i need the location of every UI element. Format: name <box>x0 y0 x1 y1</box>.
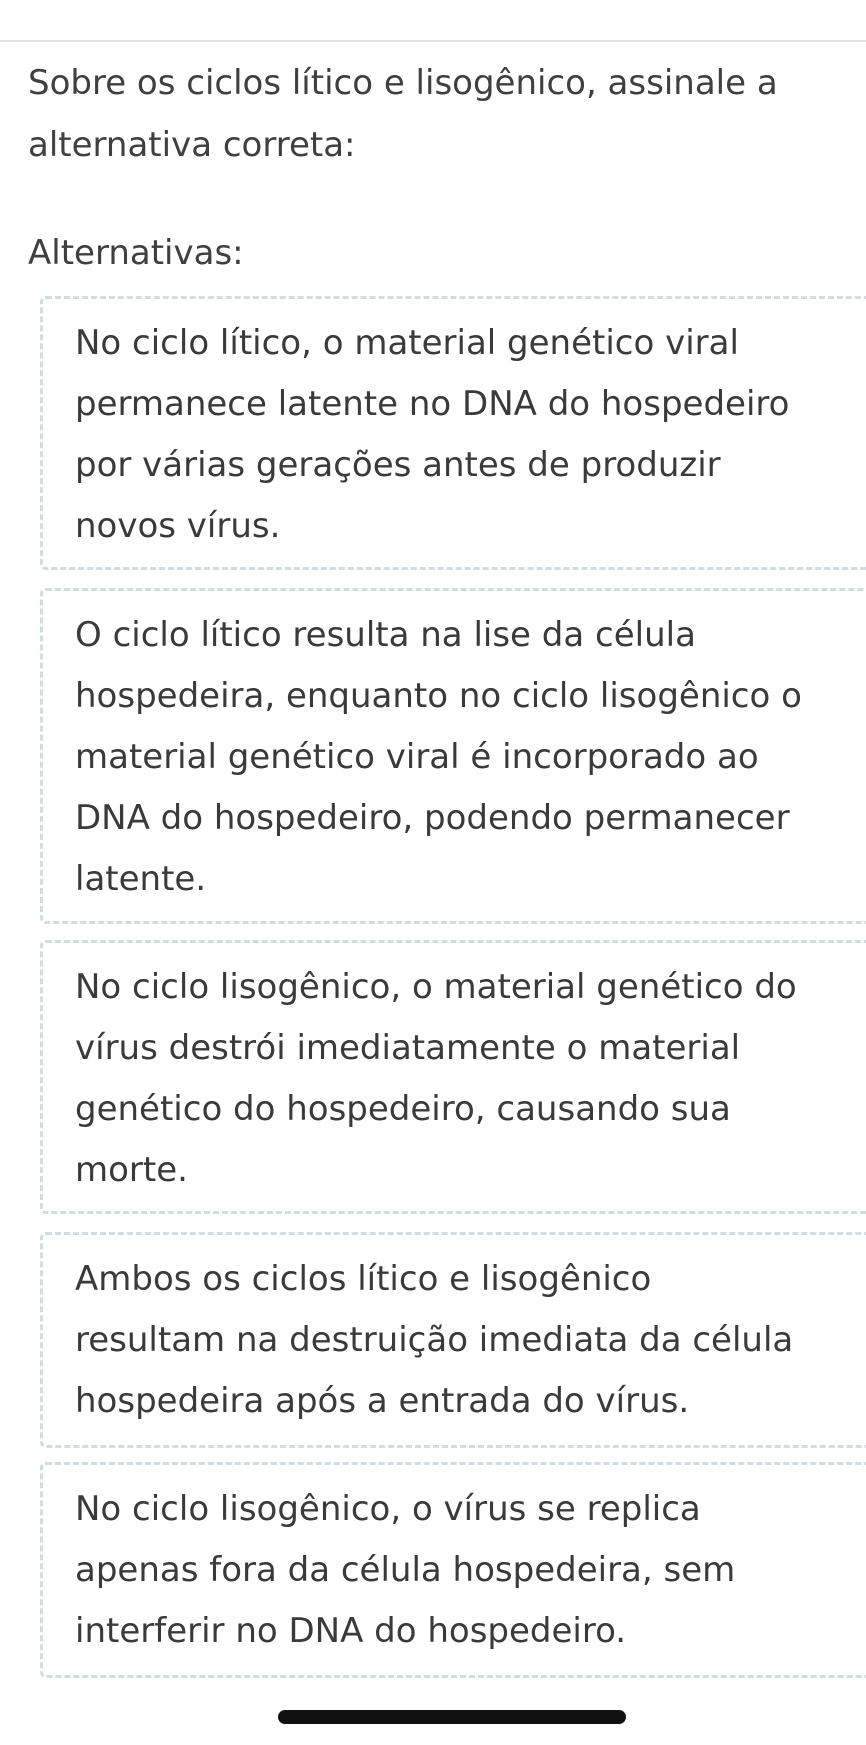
option-2-line-1: O ciclo lítico resulta na lise da célula <box>75 615 696 655</box>
option-2-line-4: DNA do hospedeiro, podendo permanecer <box>75 798 790 838</box>
alternative-option-4[interactable] <box>40 1232 866 1448</box>
alternative-option-3[interactable] <box>40 940 866 1214</box>
option-1-line-3: por várias gerações antes de produzir <box>75 445 721 485</box>
option-5-line-2: apenas fora da célula hospedeira, sem <box>75 1550 736 1590</box>
option-1-line-2: permanece latente no DNA do hospedeiro <box>75 384 790 424</box>
option-3-line-2: vírus destrói imediatamente o material <box>75 1028 741 1068</box>
option-4-line-2: resultam na destruição imediata da célula <box>75 1320 794 1360</box>
option-3-line-1: No ciclo lisogênico, o material genético do <box>75 967 797 1007</box>
alternative-option-2[interactable] <box>40 588 866 924</box>
option-3-line-4: morte. <box>75 1150 188 1190</box>
option-1-line-4: novos vírus. <box>75 506 281 546</box>
option-2-line-5: latente. <box>75 859 207 899</box>
alternative-option-1[interactable] <box>40 296 866 570</box>
option-2-line-2: hospedeira, enquanto no ciclo lisogênico o <box>75 676 802 716</box>
option-4-line-3: hospedeira após a entrada do vírus. <box>75 1381 690 1421</box>
option-5-line-1: No ciclo lisogênico, o vírus se replica <box>75 1489 701 1529</box>
top-divider <box>0 40 866 42</box>
question-text: Sobre os ciclos lítico e lisogênico, assinale a alternativa correta: <box>28 63 778 165</box>
option-5-line-3: interferir no DNA do hospedeiro. <box>75 1611 627 1651</box>
option-3-line-3: genético do hospedeiro, causando sua <box>75 1089 731 1129</box>
alternatives-heading: Alternativas: <box>28 233 244 273</box>
option-4-line-1: Ambos os ciclos lítico e lisogênico <box>75 1259 652 1299</box>
option-1-line-1: No ciclo lítico, o material genético viral <box>75 323 739 363</box>
alternative-option-5[interactable] <box>40 1462 866 1678</box>
option-2-line-3: material genético viral é incorporado ao <box>75 737 759 777</box>
home-indicator[interactable] <box>278 1710 626 1724</box>
